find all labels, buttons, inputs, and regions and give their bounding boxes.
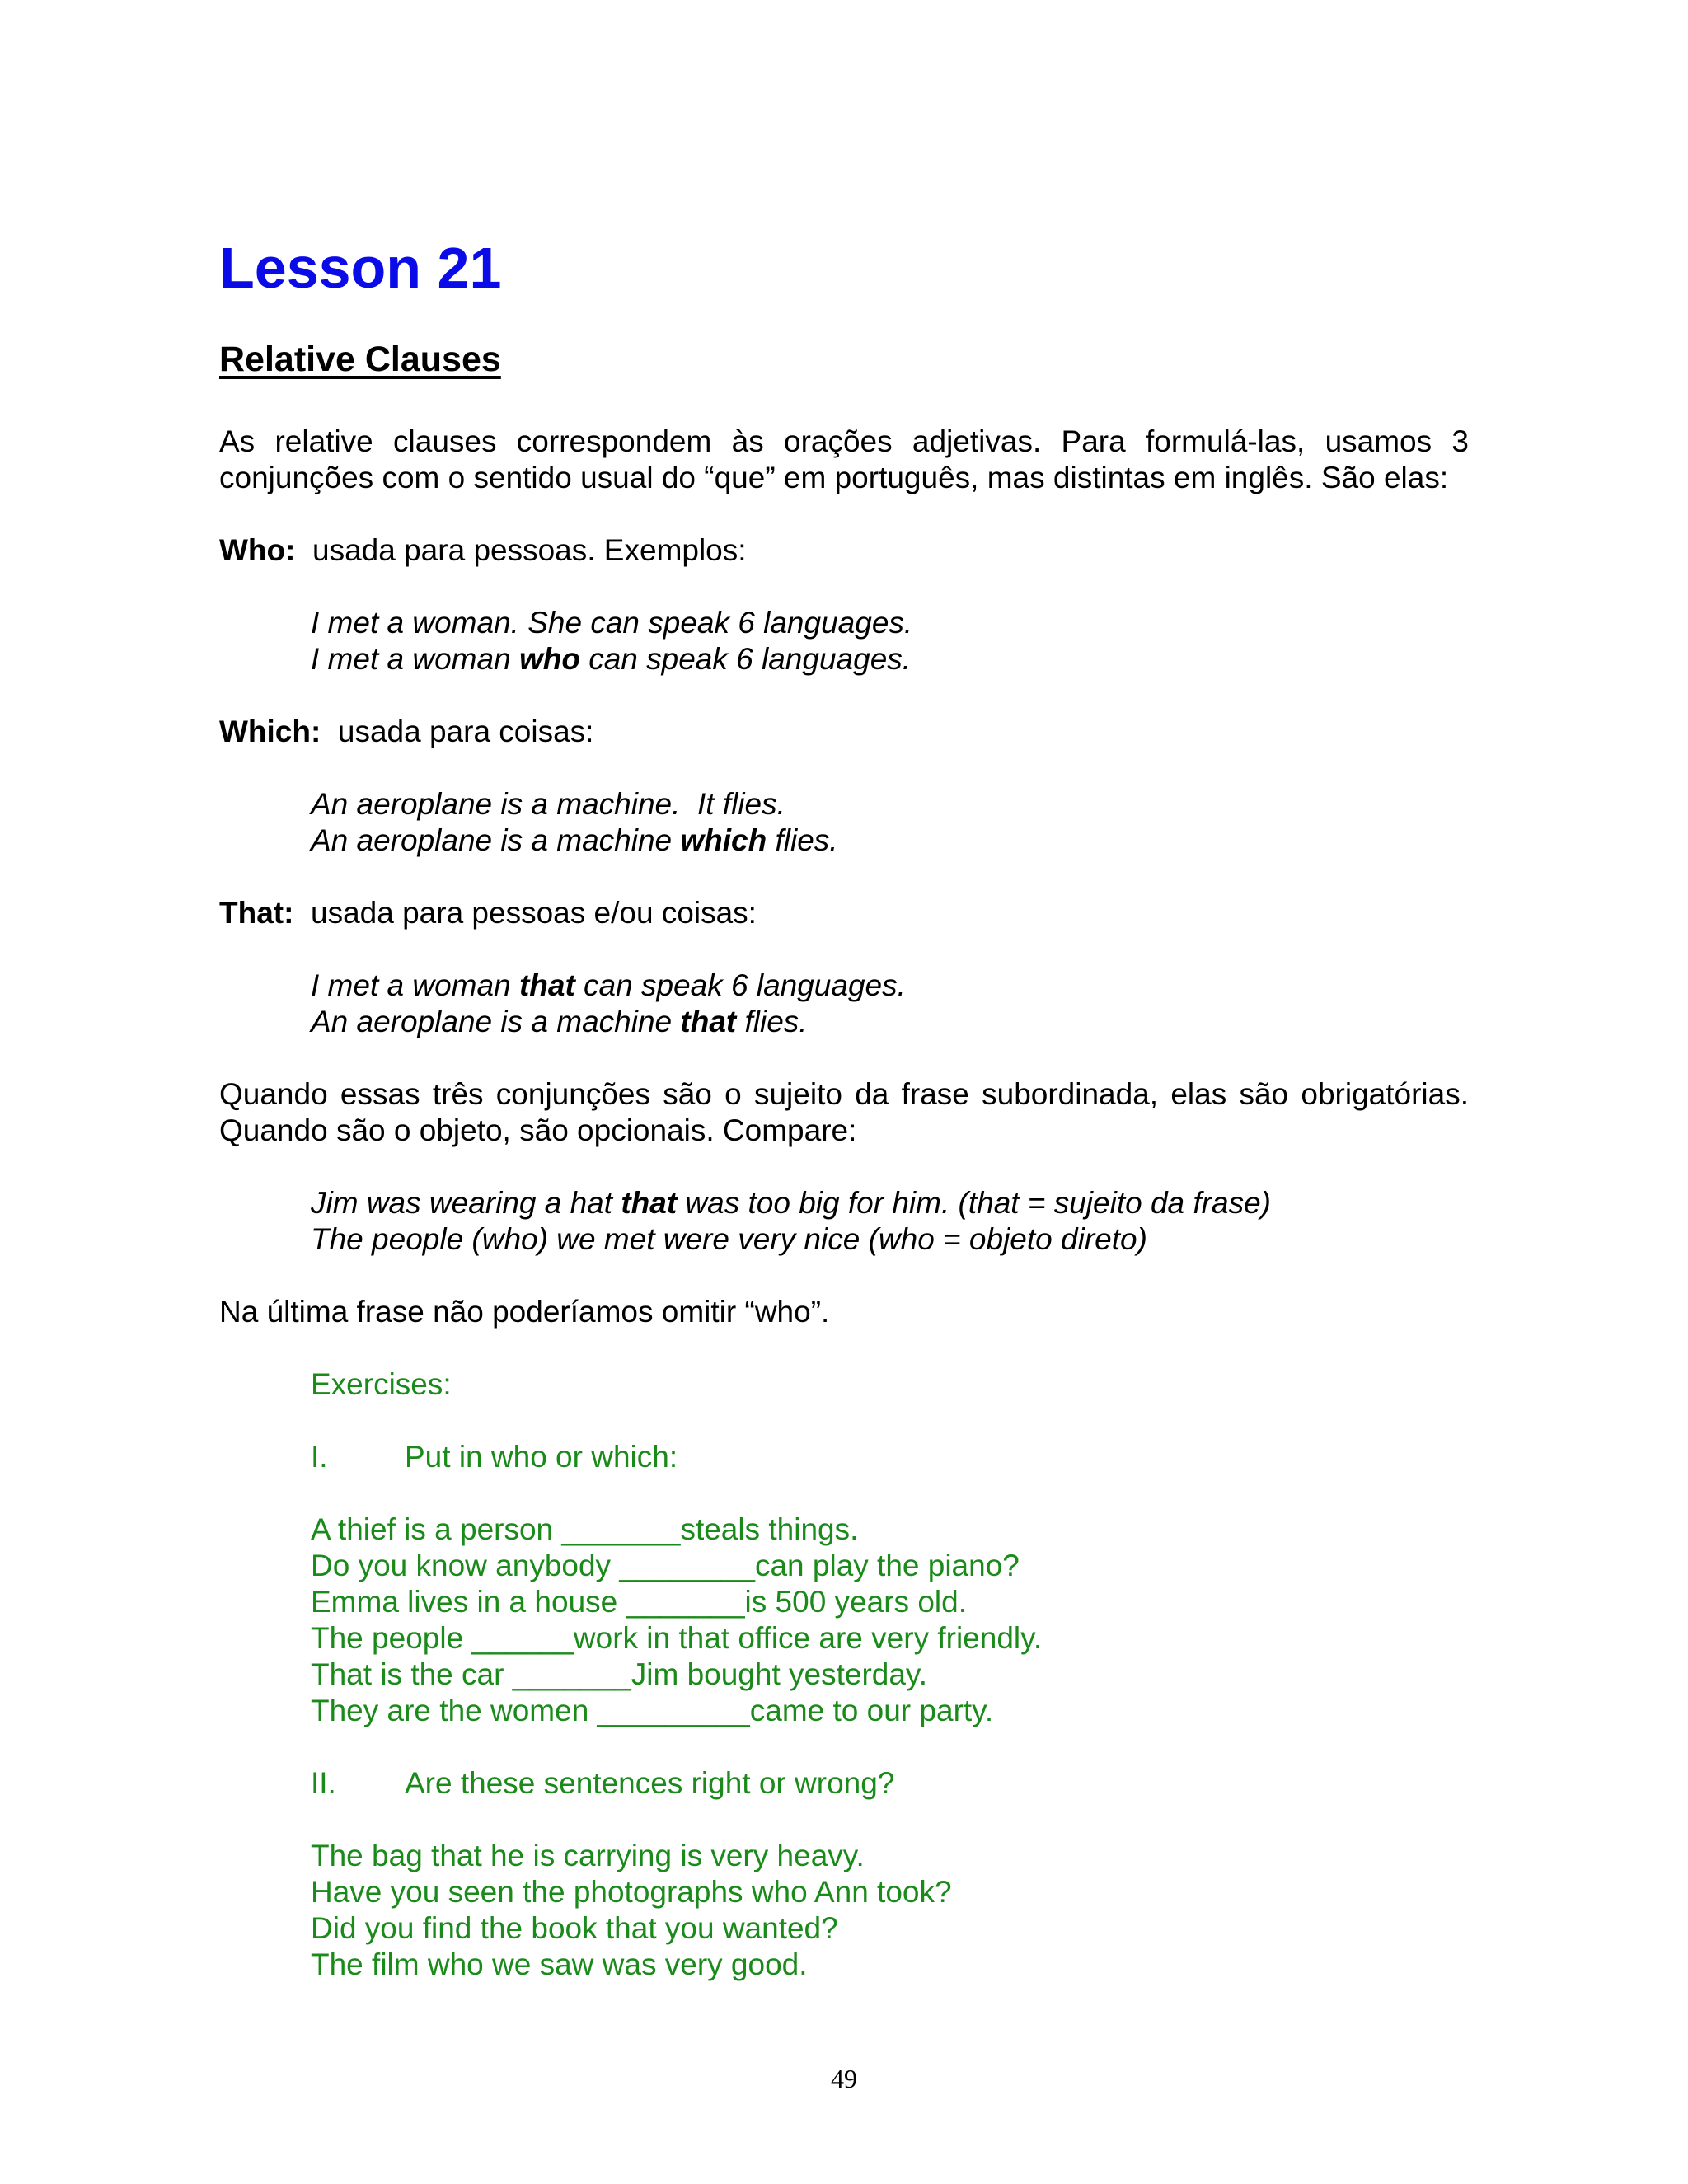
exercise-item: They are the women _________came to our party.	[311, 1694, 994, 1727]
exercise-section-2-number: II.	[311, 1766, 336, 1800]
which-description: usada para coisas:	[337, 715, 594, 748]
exercise-item: The bag that he is carrying is very heavy.	[311, 1839, 865, 1872]
exercises-heading: Exercises:	[311, 1367, 452, 1401]
that-definition	[219, 895, 1469, 931]
exercise-section-1-number: I.	[311, 1440, 328, 1474]
compare-note: Na última frase não poderíamos omitir “who”.	[219, 1295, 830, 1329]
exercise-item: Have you seen the photographs who Ann took?	[311, 1875, 952, 1909]
that-example-1-start: I met a woman	[311, 968, 519, 1002]
who-example-1: I met a woman. She can speak 6 languages.	[311, 606, 913, 640]
exercise-section-1-title: Put in who or which:	[405, 1440, 678, 1474]
who-term: Who:	[219, 533, 296, 567]
page-number: 49	[831, 2064, 857, 2093]
who-examples	[311, 605, 1469, 677]
compare-example-1-keyword: that	[621, 1186, 678, 1220]
which-example-2-keyword: which	[680, 823, 767, 857]
exercise-section-2-title: Are these sentences right or wrong?	[405, 1766, 895, 1800]
that-description: usada para pessoas e/ou coisas:	[311, 896, 757, 930]
that-example-2-start: An aeroplane is a machine	[311, 1005, 681, 1038]
who-example-2	[311, 641, 1469, 677]
who-definition	[219, 532, 1469, 569]
exercise-section-2-items	[311, 1838, 1469, 1983]
who-description: usada para pessoas. Exemplos:	[312, 533, 747, 567]
that-example-1-keyword: that	[518, 968, 575, 1002]
which-example-2-start: An aeroplane is a machine	[311, 823, 681, 857]
who-example-2-start: I met a woman	[311, 642, 519, 676]
lesson-title: Lesson 21	[219, 236, 502, 300]
exercise-item: Emma lives in a house _______is 500 years old.	[311, 1585, 967, 1619]
that-examples	[311, 968, 1469, 1040]
exercises-block	[311, 1366, 1469, 1983]
exercise-item: The film who we saw was very good.	[311, 1947, 808, 1981]
which-example-1: An aeroplane is a machine. It flies.	[311, 787, 785, 821]
which-definition	[219, 714, 1469, 750]
exercise-section-1-header	[311, 1439, 1469, 1475]
which-term: Which:	[219, 715, 321, 748]
lesson-subtitle: Relative Clauses	[219, 340, 501, 379]
exercise-item: A thief is a person _______steals things.	[311, 1512, 859, 1546]
exercise-item: Did you find the book that you wanted?	[311, 1911, 838, 1945]
compare-paragraph: Quando essas três conjunções são o sujeito da frase subordinada, elas são obrigatórias. Quando são o objeto, são opcionais. Compare:	[219, 1077, 1469, 1147]
who-example-2-keyword: who	[518, 642, 580, 676]
who-example-2-end: can speak 6 languages.	[579, 642, 912, 676]
exercise-section-1-items	[311, 1511, 1469, 1729]
exercise-item: The people ______work in that office are very friendly.	[311, 1621, 1043, 1655]
that-example-1	[311, 968, 1469, 1004]
that-term: That:	[219, 896, 294, 930]
page-content	[219, 231, 1469, 1983]
which-example-2	[311, 823, 1469, 859]
that-example-2-end: flies.	[736, 1005, 808, 1038]
compare-example-1-end: was too big for him. (that = sujeito da frase)	[677, 1186, 1271, 1220]
compare-example-1	[311, 1185, 1469, 1221]
compare-example-2: The people (who) we met were very nice (who = objeto direto)	[311, 1222, 1147, 1256]
that-example-1-end: can speak 6 languages.	[574, 968, 906, 1002]
intro-paragraph: As relative clauses correspondem às orações adjetivas. Para formulá-las, usamos 3 conjunções com o sentido usual do “que” em português, mas distintas em inglês. São elas:	[219, 424, 1469, 494]
which-example-2-end: flies.	[767, 823, 838, 857]
exercise-item: Do you know anybody ________can play the piano?	[311, 1549, 1020, 1582]
that-example-2	[311, 1004, 1469, 1040]
exercise-item: That is the car _______Jim bought yesterday.	[311, 1657, 927, 1691]
compare-example-1-start: Jim was wearing a hat	[311, 1186, 621, 1220]
exercise-section-2-header	[311, 1765, 1469, 1802]
which-examples	[311, 786, 1469, 859]
that-example-2-keyword: that	[680, 1005, 737, 1038]
compare-examples	[311, 1185, 1469, 1258]
